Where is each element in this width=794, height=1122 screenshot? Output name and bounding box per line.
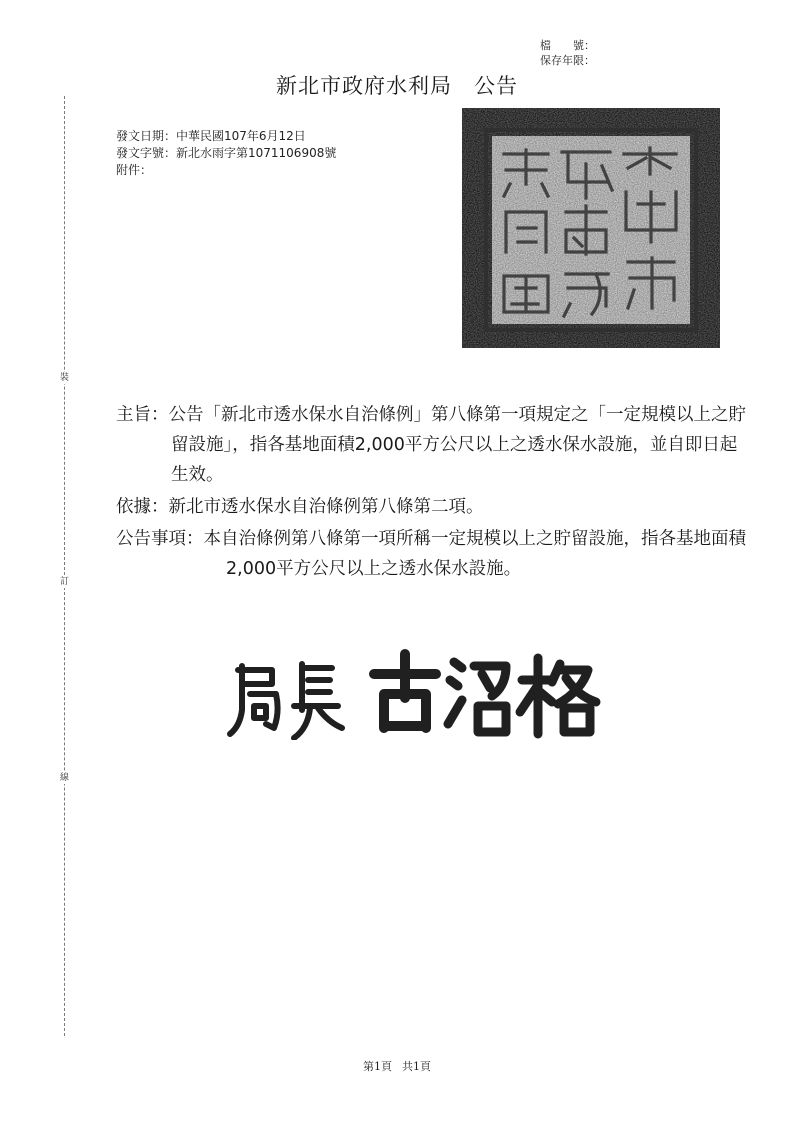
binding-char-ding: 訂 — [59, 577, 69, 587]
basis-text: 新北市透水保水自治條例第八條第二項。 — [168, 497, 484, 517]
retention-period-label: 保存年限： — [540, 54, 595, 67]
file-number-label: 檔 號： — [540, 39, 595, 52]
director-signature — [224, 644, 604, 740]
notice-text: 本自治條例第八條第一項所稱一定規模以上之貯留設施，指各基地面積2,000平方公尺以上之透水保水設施。 — [203, 529, 746, 579]
dispatch-date: 發文日期：中華民國107年6月12日 — [116, 129, 306, 143]
document-title: 新北市政府水利局 公告 — [276, 74, 518, 98]
page-footer — [0, 1058, 794, 1074]
announcement-body — [116, 400, 746, 584]
subject-text: 公告「新北市透水保水自治條例」第八條第一項規定之「一定規模以上之貯留設施」，指各基地面積2,000平方公尺以上之透水保水設施，並自即日起生效。 — [168, 405, 746, 485]
page-number: 第1頁 — [363, 1060, 392, 1073]
binding-line — [64, 96, 65, 1036]
subject-paragraph — [116, 400, 746, 490]
document-number: 發文字號：新北水雨字第1071106908號 — [116, 146, 337, 160]
basis-label: 依據： — [116, 497, 169, 517]
attachment-label: 附件： — [116, 163, 153, 177]
page-total: 共1頁 — [402, 1060, 431, 1073]
basis-paragraph — [116, 492, 746, 522]
official-seal — [462, 108, 720, 348]
binding-char-zhuang: 裝 — [59, 373, 69, 383]
subject-label: 主旨： — [116, 405, 169, 425]
binding-char-xian: 線 — [59, 773, 69, 783]
dispatch-meta — [116, 128, 336, 179]
notice-label: 公告事項： — [116, 529, 204, 549]
notice-paragraph — [116, 524, 746, 584]
file-meta — [540, 38, 595, 68]
